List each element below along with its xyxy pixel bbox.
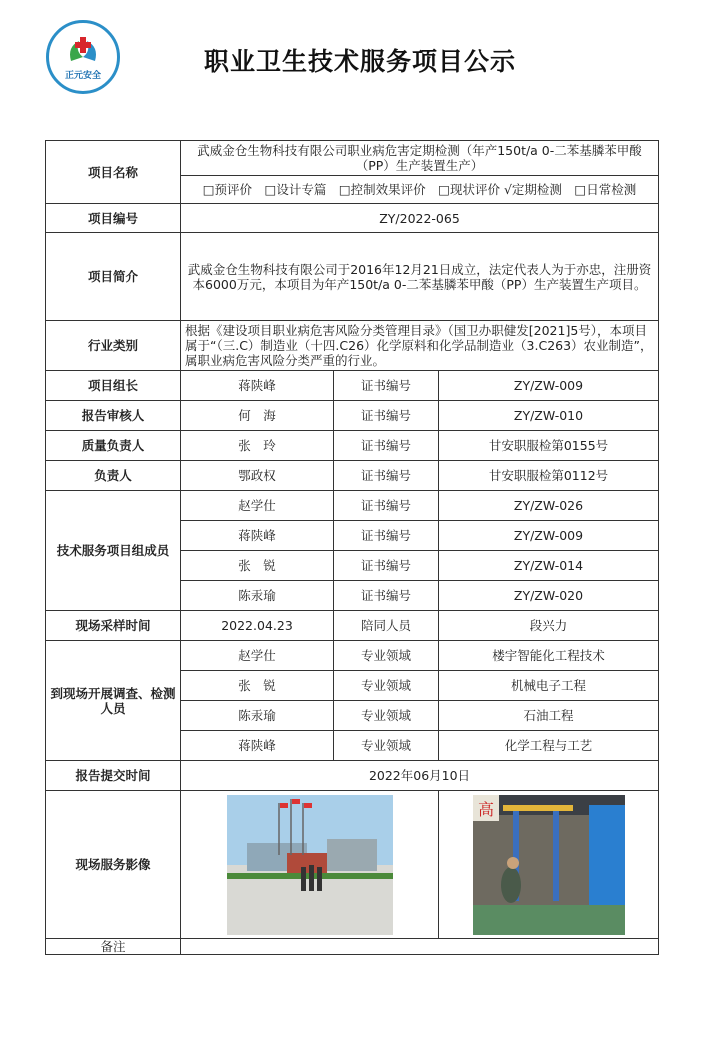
- member-name: 张 锐: [181, 551, 334, 581]
- member-cert: ZY/ZW-014: [439, 551, 659, 581]
- survey-label: 到现场开展调查、检测人员: [46, 641, 181, 761]
- quality-cert: 甘安职服检第0155号: [439, 431, 659, 461]
- leader-cert: ZY/ZW-009: [439, 371, 659, 401]
- submit-date: 2022年06月10日: [181, 761, 659, 791]
- site-photo-outdoor-image: [227, 795, 393, 935]
- cert-label: 证书编号: [334, 371, 439, 401]
- member-cert: ZY/ZW-026: [439, 491, 659, 521]
- escort-name: 段兴力: [439, 611, 659, 641]
- sampling-label: 现场采样时间: [46, 611, 181, 641]
- sampling-date: 2022.04.23: [181, 611, 334, 641]
- project-table: [45, 140, 659, 955]
- principal-cert: 甘安职服检第0112号: [439, 461, 659, 491]
- member-name: 蒋陕峰: [181, 521, 334, 551]
- quality-name: 张 玲: [181, 431, 334, 461]
- survey-field: 机械电子工程: [439, 671, 659, 701]
- site-photo-outdoor: [227, 795, 393, 935]
- sign-text: 高: [477, 799, 494, 819]
- field-label: 专业领域: [334, 671, 439, 701]
- field-label: 专业领域: [334, 701, 439, 731]
- project-no-value: ZY/2022-065: [181, 204, 659, 233]
- survey-field: 石油工程: [439, 701, 659, 731]
- images-label: 现场服务影像: [46, 791, 181, 939]
- principal-name: 鄂政权: [181, 461, 334, 491]
- survey-name: 张 锐: [181, 671, 334, 701]
- page-title: 职业卫生技术服务项目公示: [203, 47, 516, 76]
- leader-label: 项目组长: [46, 371, 181, 401]
- cert-label: 证书编号: [334, 461, 439, 491]
- survey-field: 楼宇智能化工程技术: [439, 641, 659, 671]
- project-intro-value: 武威金仓生物科技有限公司于2016年12月21日成立，法定代表人为于亦忠，注册资本6000万元，本项目为年产150t/a 0-二苯基膦苯甲酸（PP）生产装置生产项目。: [181, 233, 659, 321]
- cert-label: 证书编号: [334, 491, 439, 521]
- site-photo-indoor-image: [473, 795, 625, 935]
- reviewer-label: 报告审核人: [46, 401, 181, 431]
- reviewer-name: 何 海: [181, 401, 334, 431]
- member-cert: ZY/ZW-009: [439, 521, 659, 551]
- survey-field: 化学工程与工艺: [439, 731, 659, 761]
- project-name-value: 武威金仓生物科技有限公司职业病危害定期检测（年产150t/a 0-二苯基膦苯甲酸（PP）生产装置生产）: [181, 141, 659, 176]
- survey-name: 陈汞瑜: [181, 701, 334, 731]
- remark-value: [181, 939, 659, 955]
- field-label: 专业领域: [334, 731, 439, 761]
- reviewer-cert: ZY/ZW-010: [439, 401, 659, 431]
- principal-label: 负责人: [46, 461, 181, 491]
- cert-label: 证书编号: [334, 551, 439, 581]
- survey-name: 赵学仕: [181, 641, 334, 671]
- cert-label: 证书编号: [334, 521, 439, 551]
- member-name: 赵学仕: [181, 491, 334, 521]
- logo-text: 正元安全: [64, 71, 101, 81]
- quality-label: 质量负责人: [46, 431, 181, 461]
- member-name: 陈汞瑜: [181, 581, 334, 611]
- remark-label: 备注: [46, 939, 181, 955]
- member-cert: ZY/ZW-020: [439, 581, 659, 611]
- leader-name: 蒋陕峰: [181, 371, 334, 401]
- cert-label: 证书编号: [334, 401, 439, 431]
- cert-label: 证书编号: [334, 431, 439, 461]
- project-intro-label: 项目简介: [46, 233, 181, 321]
- service-type-options: □预评价 □设计专篇 □控制效果评价 □现状评价 √定期检测 □日常检测: [181, 176, 659, 204]
- industry-label: 行业类别: [46, 321, 181, 371]
- project-no-label: 项目编号: [46, 204, 181, 233]
- survey-name: 蒋陕峰: [181, 731, 334, 761]
- project-name-label: 项目名称: [46, 141, 181, 204]
- field-label: 专业领域: [334, 641, 439, 671]
- site-photo-indoor: [473, 795, 625, 935]
- escort-label: 陪同人员: [334, 611, 439, 641]
- industry-value: 根据《建设项目职业病危害风险分类管理目录》（国卫办职健发[2021]5号），本项目属于“（三.C）制造业（十四.C26）化学原料和化学品制造业（3.C263）农业制造”，属职业病危害风险分类严重的行业。: [181, 321, 659, 371]
- cert-label: 证书编号: [334, 581, 439, 611]
- members-label: 技术服务项目组成员: [46, 491, 181, 611]
- submit-label: 报告提交时间: [46, 761, 181, 791]
